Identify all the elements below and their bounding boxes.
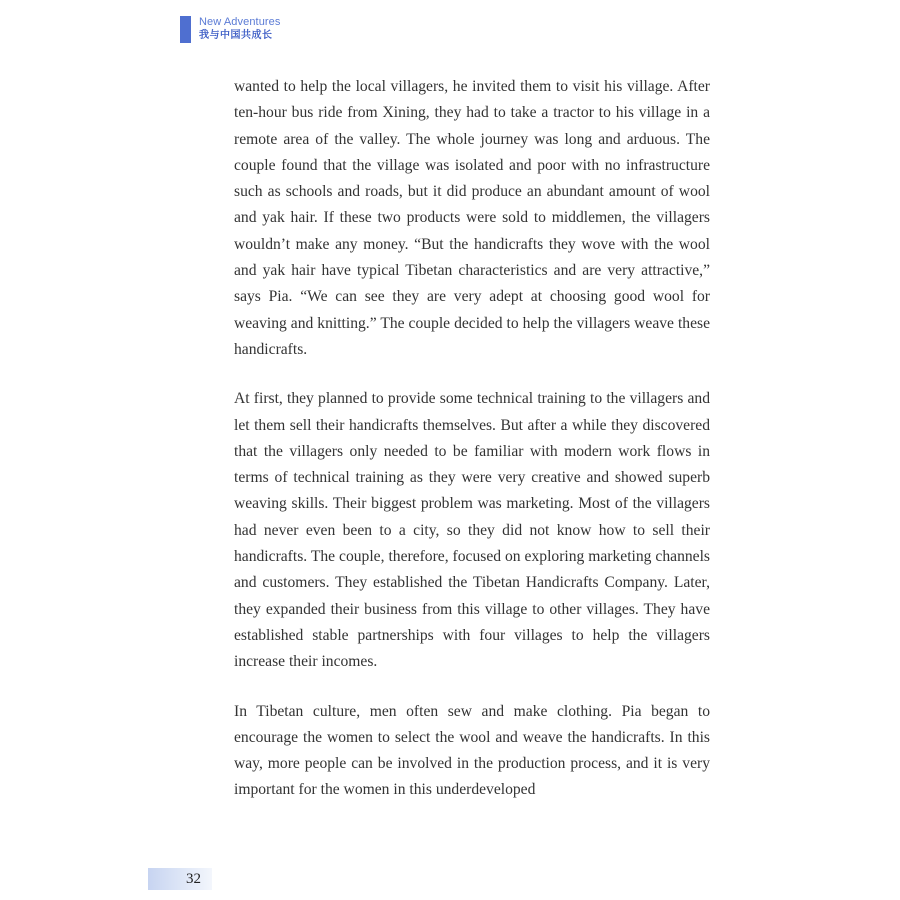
body-paragraph-3: In Tibetan culture, men often sew and make clothing. Pia began to encourage the women to select the wool and weave the handicrafts. In this way, more people can be involved in the production process, and it is very important for the women in this underdeveloped: [234, 702, 710, 799]
body-paragraph-1: wanted to help the local villagers, he invited them to visit his village. After ten-hour bus ride from Xining, they had to take a tractor to his village in a remote area of the valley. The whole journey was long and arduous. The couple found that the village was isolated and poor with no infrastructure such as schools and roads, but it did produce an abundant amount of wool and yak hair. If these two products were sold to middlemen, the villagers wouldn’t make any money. “But the handicrafts they wove with the wool and yak hair have typical Tibetan characteristics and are very attractive,” says Pia. “We can see they are very adept at choosing good wool for weaving and knitting.” The couple decided to help the villagers weave these handicrafts.: [234, 78, 710, 358]
page-number-tab: [148, 868, 212, 890]
header-text: [199, 15, 281, 45]
series-title: New Adventures: [199, 16, 281, 28]
running-header: [180, 15, 281, 45]
page-number: 32: [186, 871, 201, 887]
header-accent-bar: [180, 16, 191, 43]
page-body: [234, 74, 710, 827]
series-subtitle: 我与中国共成长: [199, 30, 273, 41]
body-paragraph-2: At first, they planned to provide some technical training to the villagers and let them sell their handicrafts themselves. But after a while they discovered that the villagers only needed to be familiar with modern work flows in terms of technical training as they were very creative and showed superb weaving skills. Their biggest problem was marketing. Most of the villagers had never even been to a city, so they did not know how to sell their handicrafts. The couple, therefore, focused on exploring marketing channels and customers. They established the Tibetan Handicrafts Company. Later, they expanded their business from this village to other villages. They have established stable partnerships with four villages to help the villagers increase their incomes.: [234, 390, 710, 671]
